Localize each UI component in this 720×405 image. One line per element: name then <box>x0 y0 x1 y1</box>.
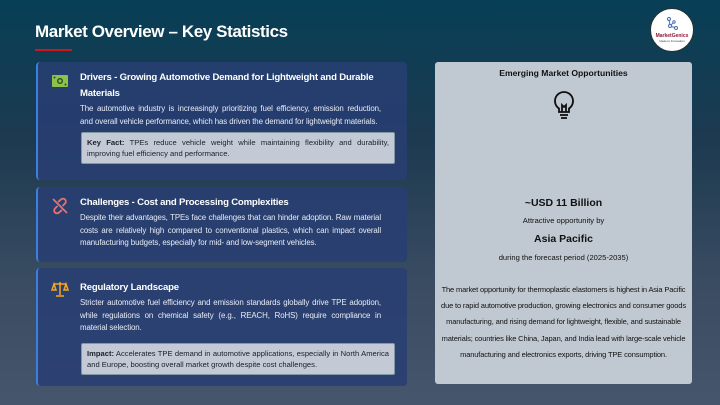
broken-link-icon <box>51 197 69 215</box>
scale-icon <box>51 280 69 298</box>
drivers-card <box>36 62 407 180</box>
card-heading: Challenges - Cost and Processing Complexities <box>80 197 289 208</box>
fact-label: Impact: <box>87 348 115 358</box>
money-icon <box>51 72 69 90</box>
card-heading: Drivers - Growing Automotive Demand for Lightweight and Durable Materials <box>80 72 374 99</box>
lightbulb-icon <box>552 90 576 122</box>
opportunity-title: Emerging Market Opportunities <box>499 68 628 78</box>
company-logo <box>650 8 694 52</box>
forecast-period: during the forecast period (2025-2035) <box>498 253 629 262</box>
card-body: Stricter automotive fuel efficiency and emission standards globally drive TPE adoption, while regulations on chemical safety (e.g., REACH, RoHS) require compliance in material selection. <box>80 298 381 332</box>
opportunity-subtitle: Attractive opportunity by <box>522 216 605 225</box>
logo-tagline: Ideas to Innovation <box>659 39 685 43</box>
logo-text: MarketGenics <box>655 33 689 39</box>
fact-text: Accelerates TPE demand in automotive applications, especially in North America and Europe, boosting overall market growth despite cost challenges. <box>87 348 389 369</box>
opportunity-panel <box>435 62 692 384</box>
fact-label: Key Fact: <box>87 138 125 147</box>
card-heading: Regulatory Landscape <box>80 282 179 293</box>
key-fact-box <box>81 132 395 164</box>
impact-box <box>81 343 395 375</box>
card-body: The automotive industry is increasingly prioritizing fuel efficiency, emission reduction, and overall vehicle performance, which has driven the demand for lightweight materials. <box>80 104 381 126</box>
page-title: Market Overview – Key Statistics <box>35 22 288 41</box>
market-value: ~USD 11 Billion <box>524 197 603 209</box>
card-body: Despite their advantages, TPEs face challenges that can hinder adoption. Raw material costs are relatively high compared to conventional plastics, which can impact overall manufacturing budgets, especially for mid- and low-segment vehicles. <box>80 213 381 247</box>
logo-network-icon <box>665 17 679 31</box>
regulatory-card <box>36 268 407 386</box>
title-underline <box>35 49 72 51</box>
challenges-card <box>36 187 407 262</box>
opportunity-region: Asia Pacific <box>534 233 593 245</box>
opportunity-description: The market opportunity for thermoplastic elastomers is highest in Asia Pacific due to rapid automotive production, growing electronics and consumer goods manufacturing, and rising demand for lightweight, flexible, and sustainable materials; countries like China, Japan, and India lead with large-scale vehicle manufacturing and electronics exports, driving TPE consumption. <box>441 285 686 359</box>
fact-text: TPEs reduce vehicle weight while maintaining flexibility and durability, improving fuel efficiency and performance. <box>87 138 389 158</box>
